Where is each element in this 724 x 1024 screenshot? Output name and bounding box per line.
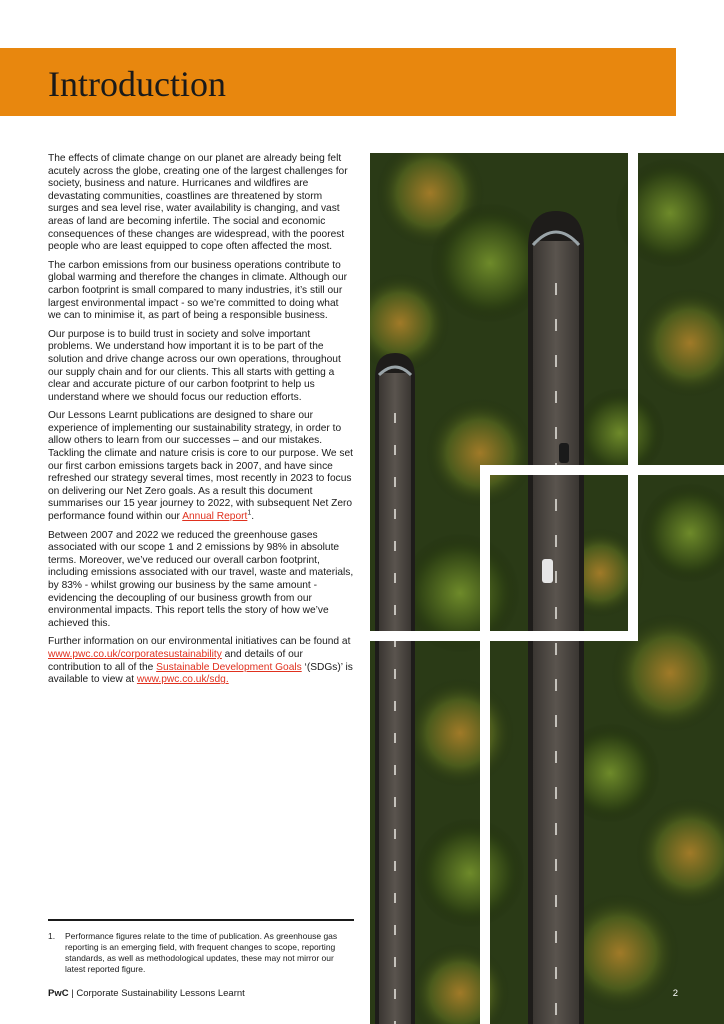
paragraph-5: Between 2007 and 2022 we reduced the greenhouse gases associated with our scope 1 and 2 emissions by 98% in absolute terms. Moreover, we’ve reduced our overall carbon footprint, including emissions associated with our travel, waste and materials, by 83% - whilst growing our business by the same amount - evidencing the decoupling of our business growth from our environmental impacts. This report tells the story of how we’ve achieved this. [48,529,354,629]
body-text [48,153,354,693]
dark-car [559,443,569,463]
right-road [528,211,584,1024]
footnote-ref: 1 [247,509,252,517]
paragraph-6-c: ‘(SDGs)’ is available to view at [48,661,353,686]
white-car [542,559,553,583]
paragraph-6 [48,636,354,686]
page-number: 2 [672,988,678,999]
footer-separator: | [68,988,77,999]
footnote-number: 1. [48,931,56,941]
left-road [375,353,415,1024]
corporate-sustainability-link[interactable]: www.pwc.co.uk/corporatesustainability [48,648,222,660]
footnote-divider [48,919,354,921]
aerial-road-photo [370,153,724,1024]
paragraph-4-end: . [251,511,255,523]
paragraph-4-text: Our Lessons Learnt publications are designed to share our experience of implementing our sustainability strategy, in order to allow others to learn from our successes – and our mistakes. Tackling the climate and nature crisis is core to our purpose. We set our first carbon emissions targets back in 2007, and have since refreshed our strategy several times, most recently in 2023 to focus on delivering our Net Zero goals. As a result this document summarises our 15 year journey to 2022, with subsequent Net Zero performance found within our [48,410,354,523]
footer [48,988,245,999]
paragraph-3: Our purpose is to build trust in society and solve important problems. We understand how important it is to be part of the solution and drive change across our own operations, throughout our supply chain and for our clients. This all starts with getting a clear and accurate picture of our carbon footprint to help us understand where we should focus our reduction efforts. [48,328,341,403]
sdg-goals-link[interactable]: Sustainable Development Goals [156,661,302,673]
footer-doc-title: Corporate Sustainability Lessons Learnt [76,988,245,999]
paragraph-1: The effects of climate change on our planet are already being felt acutely across the globe, creating one of the largest challenges for society, business and nature. Hurricanes and wildfires are devastating communities, coastlines are threatened by storm surges and sea level rise, water availability is changing, and vast areas of land are becoming infertile. The social and economic consequences of these changes are widespread, with the poorest people who are least equipped to cope often affected the most. [48,153,348,253]
page-title: Introduction [48,64,226,104]
paragraph-6-b: and details of our contribution to all of the [48,648,303,673]
paragraph-2: The carbon emissions from our business operations contribute to global warming and therefore the changes in climate. Although our carbon footprint is small compared to many industries, it’s still our largest environmental impact - so we’re committed to doing what we can to minimise it, as part of being a responsible business. [48,259,348,322]
footnote [48,931,354,975]
annual-report-link[interactable]: Annual Report [182,511,248,523]
paragraph-6-a: Further information on our environmental initiatives can be found at [48,636,351,648]
paragraph-4 [48,410,354,523]
footer-brand: PwC [48,988,69,999]
sdg-url-link[interactable]: www.pwc.co.uk/sdg. [136,674,229,686]
footnote-text: Performance figures relate to the time of publication. As greenhouse gas reporting is an emerging field, with frequent changes to scope, reporting standards, as well as methodological updates, these may not mirror our latest reported figure. [65,931,338,974]
